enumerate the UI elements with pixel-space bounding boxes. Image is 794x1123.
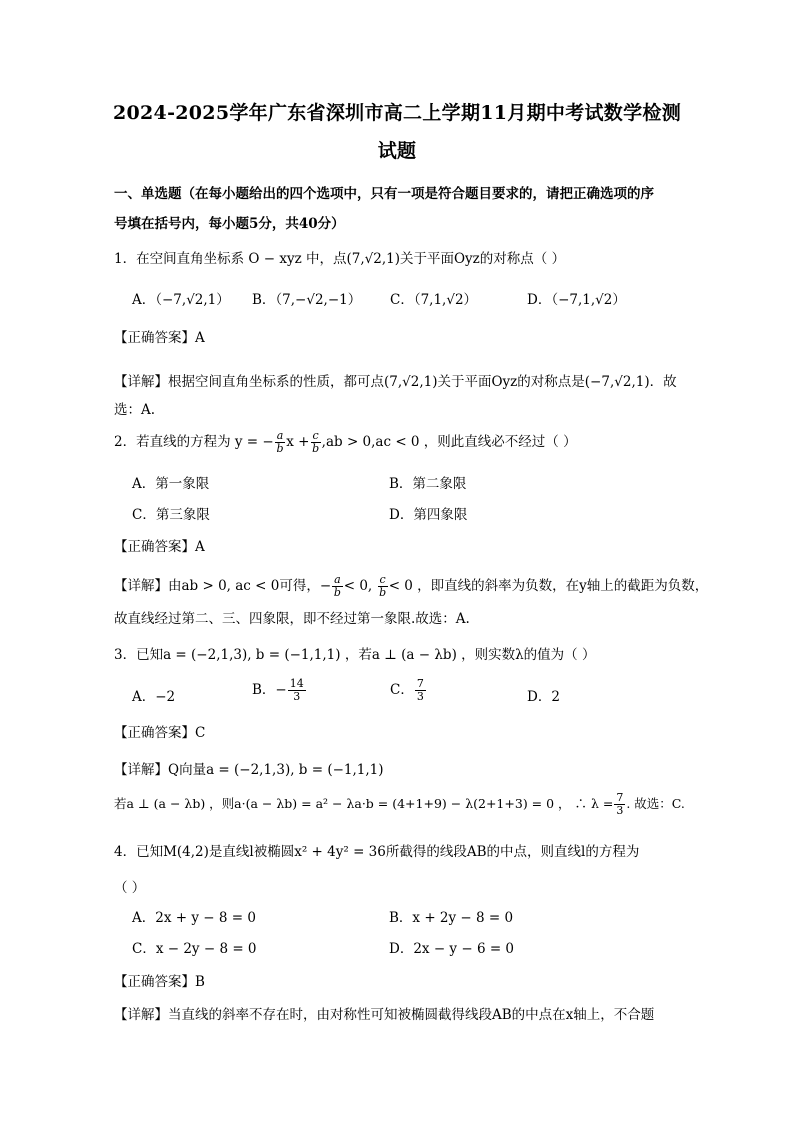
q2-detail-line-2: 故直线经过第二、三、四象限，即不经过第一象限.故选：A. bbox=[114, 611, 470, 627]
q2-detail-fraction-a-over-b bbox=[332, 574, 343, 599]
q4-option-b: B．x + 2y − 8 = 0 bbox=[389, 910, 514, 926]
q4-option-c: C．x − 2y − 8 = 0 bbox=[132, 941, 257, 957]
fraction-denominator: b bbox=[379, 586, 387, 599]
q2-option-b: B．第二象限 bbox=[389, 476, 467, 492]
document-title-line-1: 2024-2025学年广东省深圳市高二上学期11月期中考试数学检测 bbox=[113, 102, 681, 124]
q2-option-d: D．第四象限 bbox=[389, 507, 468, 523]
fraction-numerator: c bbox=[312, 429, 319, 442]
fraction-numerator: a bbox=[334, 573, 341, 586]
q2-option-c: C．第三象限 bbox=[132, 507, 210, 523]
q2-option-a: A．第一象限 bbox=[132, 476, 210, 492]
q2-detail-line-1 bbox=[114, 574, 708, 599]
fraction-numerator: c bbox=[379, 573, 386, 586]
q4-detail-line-1: 【详解】当直线的斜率不存在时，由对称性可知被椭圆截得线段AB的中点在x轴上，不合题 bbox=[114, 1007, 655, 1023]
q3-option-a: A．−2 bbox=[132, 689, 176, 705]
q3-option-d: D．2 bbox=[527, 689, 560, 705]
q2-stem-suffix: ,ab > 0,ac < 0 ，则此直线必不经过（ ） bbox=[321, 434, 577, 450]
q2-fraction-c-over-b bbox=[311, 430, 321, 455]
fraction-denominator: b bbox=[333, 586, 341, 599]
document-title-line-2: 试题 bbox=[377, 140, 417, 162]
q2-fraction-a-over-b bbox=[275, 430, 286, 455]
q1-detail-line-2: 选：A. bbox=[114, 402, 156, 418]
fraction-numerator: 14 bbox=[289, 677, 304, 690]
q3-option-b bbox=[252, 678, 307, 703]
q2-detail-prefix: 【详解】由ab > 0, ac < 0可得，− bbox=[114, 578, 332, 594]
q4-option-a: A．2x + y − 8 = 0 bbox=[132, 910, 256, 926]
q3-detail-suffix: . 故选：C. bbox=[626, 796, 685, 811]
q3-option-c-fraction bbox=[415, 678, 426, 703]
q2-stem-middle: x + bbox=[286, 434, 310, 450]
fraction-denominator: 3 bbox=[616, 804, 624, 817]
q3-answer: 【正确答案】C bbox=[114, 725, 206, 741]
q2-detail-fraction-c-over-b bbox=[378, 574, 388, 599]
section-heading-line-2: 号填在括号内，每小题5分，共40分） bbox=[114, 216, 345, 232]
fraction-denominator: b bbox=[312, 442, 320, 455]
q1-option-d: D．（−7,1,√2） bbox=[527, 292, 626, 308]
q1-option-b: B．（7,−√2,−1） bbox=[252, 292, 362, 308]
section-heading-line-1: 一、单选题（在每小题给出的四个选项中，只有一项是符合题目要求的，请把正确选项的序 bbox=[114, 186, 654, 202]
q2-stem-prefix: 2．若直线的方程为 y = − bbox=[114, 434, 274, 450]
q4-option-d: D．2x − y − 6 = 0 bbox=[389, 941, 515, 957]
fraction-denominator: b bbox=[276, 442, 284, 455]
q1-option-a: A．（−7,√2,1） bbox=[132, 292, 230, 308]
fraction-numerator: a bbox=[276, 429, 284, 442]
q3-option-b-prefix: B．− bbox=[252, 682, 287, 698]
q1-stem: 1．在空间直角坐标系 O − xyz 中，点(7,√2,1)关于平面Oyz的对称点（ ） bbox=[114, 251, 566, 267]
q2-stem bbox=[114, 430, 577, 455]
q2-answer: 【正确答案】A bbox=[114, 539, 205, 555]
q3-detail-line-1: 【详解】Q向量a = (−2,1,3), b = (−1,1,1) bbox=[114, 762, 384, 778]
fraction-numerator: 7 bbox=[416, 677, 424, 690]
q4-stem-line-1: 4．已知M(4,2)是直线l被椭圆x² + 4y² = 36所截得的线段AB的中点，则直线l的方程为 bbox=[114, 844, 640, 860]
q2-detail-middle: < 0, bbox=[343, 578, 377, 594]
q3-option-c-prefix: C． bbox=[390, 682, 414, 698]
fraction-denominator: 3 bbox=[293, 690, 301, 703]
q1-answer: 【正确答案】A bbox=[114, 330, 205, 346]
q4-stem-line-2: （ ） bbox=[114, 880, 146, 896]
q3-option-c bbox=[390, 678, 427, 703]
q1-option-c: C．（7,1,√2） bbox=[390, 292, 478, 308]
q4-answer: 【正确答案】B bbox=[114, 974, 205, 990]
q3-detail-line-2 bbox=[114, 792, 685, 817]
q1-detail-line-1: 【详解】根据空间直角坐标系的性质，都可点(7,√2,1)关于平面Oyz的对称点是(−7,√2,1)．故 bbox=[114, 374, 677, 390]
fraction-numerator: 7 bbox=[616, 791, 624, 804]
q3-stem: 3．已知a = (−2,1,3), b = (−1,1,1) ，若a ⊥ (a − λb) ，则实数λ的值为（ ） bbox=[114, 647, 596, 663]
q3-option-b-fraction bbox=[288, 678, 306, 703]
q3-detail-fraction bbox=[614, 792, 625, 817]
q3-detail-prefix: 若a ⊥ (a − λb) ，则a·(a − λb) = a² − λa·b = (4+1+9) − λ(2+1+3) = 0 ， ∴ λ = bbox=[114, 796, 614, 811]
fraction-denominator: 3 bbox=[416, 690, 424, 703]
q2-detail-suffix: < 0 ，即直线的斜率为负数，在y轴上的截距为负数， bbox=[388, 578, 709, 594]
